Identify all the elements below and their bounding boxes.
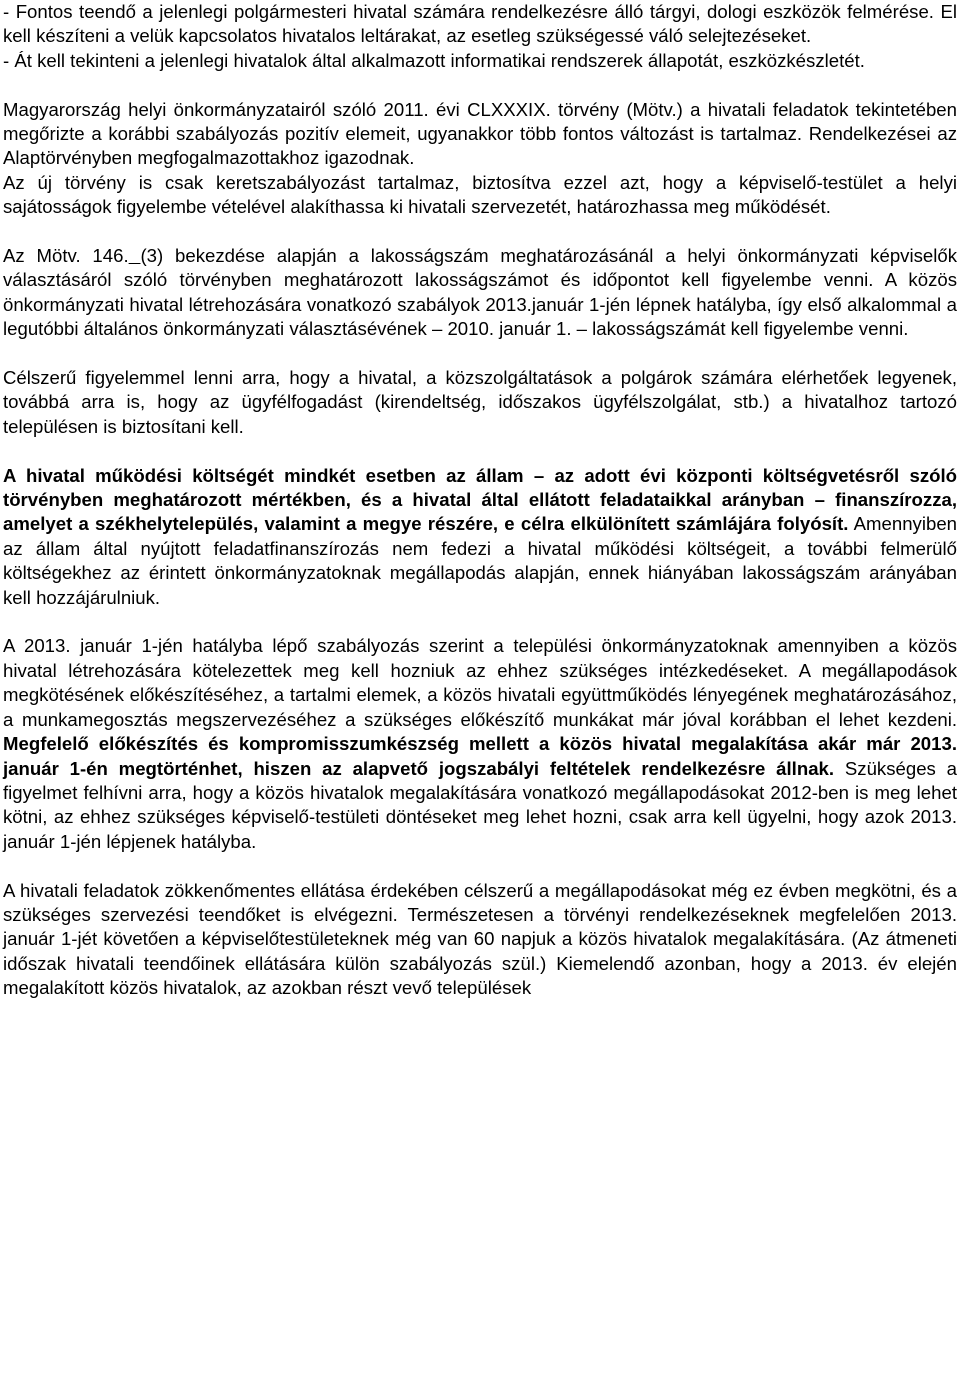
paragraph-2013-regulation <box>3 634 957 854</box>
paragraph-population-count-lead: Az Mötv. 146. <box>3 245 129 267</box>
paragraph-smooth-transition: A hivatali feladatok zökkenőmentes ellátása érdekében célszerű a megállapodásokat még ez évben megkötni, és a szükséges szervezési teendőket is elvégezni. Természetesen a törvényi rendelkezéseknek megfelelően 2013. január 1-jét követően a képviselőtestületeknek még van 60 napjuk a közös hivatalok megalakítására. (Az átmeneti időszak hivatali teendőinek ellátására külön szabályozás szül.) Kiemelendő azonban, hogy a 2013. év elején megalakított közös hivatalok, az azokban részt vevő települések <box>3 879 957 999</box>
paragraph-it-systems: - Át kell tekinteni a jelenlegi hivatalok által alkalmazott informatikai rendszerek állapotát, eszközkészletét. <box>3 49 865 71</box>
paragraph-population-count <box>3 244 957 342</box>
paragraph-2013-regulation-bold: Megfelelő előkészítés és kompromisszumkészség mellett a közös hivatal megalakítása akár már 2013. január 1-én megtörténhet, hiszen az alapvető jogszabályi feltételek rendelkezésre állnak. <box>3 733 957 779</box>
paragraph-framework-regulation: Az új törvény is csak keretszabályozást tartalmaz, biztosítva ezzel azt, hogy a képviselő-testület a helyi sajátosságok figyelembe vételével alakíthassa ki hivatali szervezetét, határozhassa meg működését. <box>3 171 957 218</box>
paragraph-population-count-body: (3) bekezdése alapján a lakosságszám meghatározásánál a helyi önkormányzati képviselők választásáról szóló törvényben meghatározott lakosságszámot és időpontot kell figyelembe venni. A közös önkormányzati hivatal létrehozására vonatkozó szabályok 2013.január 1-jén lépnek hatályba, így első alkalommal a legutóbbi általános önkormányzati választásévének – 2010. január 1. – lakosságszámát kell figyelembe venni. <box>3 245 957 340</box>
paragraph-2013-regulation-lead: A 2013. január 1-jén hatályba lépő szabályozás szerint a települési önkormányzatoknak amennyiben a közös hivatal létrehozására kötelezettek meg kell hozniuk az ehhez szükséges intézkedéseket. A megállapodások megkötésének előkészítéséhez, a tartalmi elemek, a közös hivatali együttműködés lényegének meghatározásához, a munkamegosztás megszervezéséhez a szükséges előkészítő munkákat már jóval korábban el lehet kezdeni. <box>3 635 957 730</box>
paragraph-funding-bold: A hivatal működési költségét mindkét esetben az állam – az adott évi központi költségvetésről szóló törvényben meghatározott mértékben, és a hivatal által ellátott feladataikkal arányban – finanszírozza, amelyet a székhelytelepülés, valamint a megye részére, e célra elkülönített számlájára folyósít. <box>3 464 957 535</box>
paragraph-inventory: - Fontos teendő a jelenlegi polgármesteri hivatal számára rendelkezésre álló tárgyi, dologi eszközök felmérése. El kell készíteni a velük kapcsolatos hivatalos leltárakat, az esetleg szükségessé váló selejtezéseket. <box>3 1 957 47</box>
paragraph-motv-overview: Magyarország helyi önkormányzatairól szóló 2011. évi CLXXXIX. törvény (Mötv.) a hivatali feladatok tekintetében megőrizte a korábbi szabályozás pozitív elemeit, ugyanakkor több fontos változást is tartalmaz. Rendelkezései az Alaptörvényben megfogalmazottakhoz igazodnak. <box>3 98 957 169</box>
paragraph-2013-regulation-rest: Szükséges a figyelmet felhívni arra, hogy a közös hivatalok megalakítására vonatkozó megállapodásokat 2012-ben is meg lehet kötni, az ehhez szükséges képviselő-testületi döntéseket meg lehet hozni, csak arra kell ügyelni, hogy azok 2013. január 1-jén lépjenek hatályba. <box>3 757 957 852</box>
underlined-space <box>129 245 141 266</box>
paragraph-funding-rest: Amennyiben az állam által nyújtott feladatfinanszírozás nem fedezi a hivatal működési költségeit, a további felmerülő költségekhez az érintett önkormányzatoknak megállapodás alapján, ennek hiányában lakosságszám arányában kell hozzájárulniuk. <box>3 513 957 608</box>
paragraph-accessibility: Célszerű figyelemmel lenni arra, hogy a hivatal, a közszolgáltatások a polgárok számára elérhetőek legyenek, továbbá arra is, hogy az ügyfélfogadást (kirendeltség, időszakos ügyfélszolgálat, stb.) a hivatalhoz tartozó településen is biztosítani kell. <box>3 367 957 437</box>
document-page <box>3 0 957 1001</box>
paragraph-funding <box>3 464 957 610</box>
